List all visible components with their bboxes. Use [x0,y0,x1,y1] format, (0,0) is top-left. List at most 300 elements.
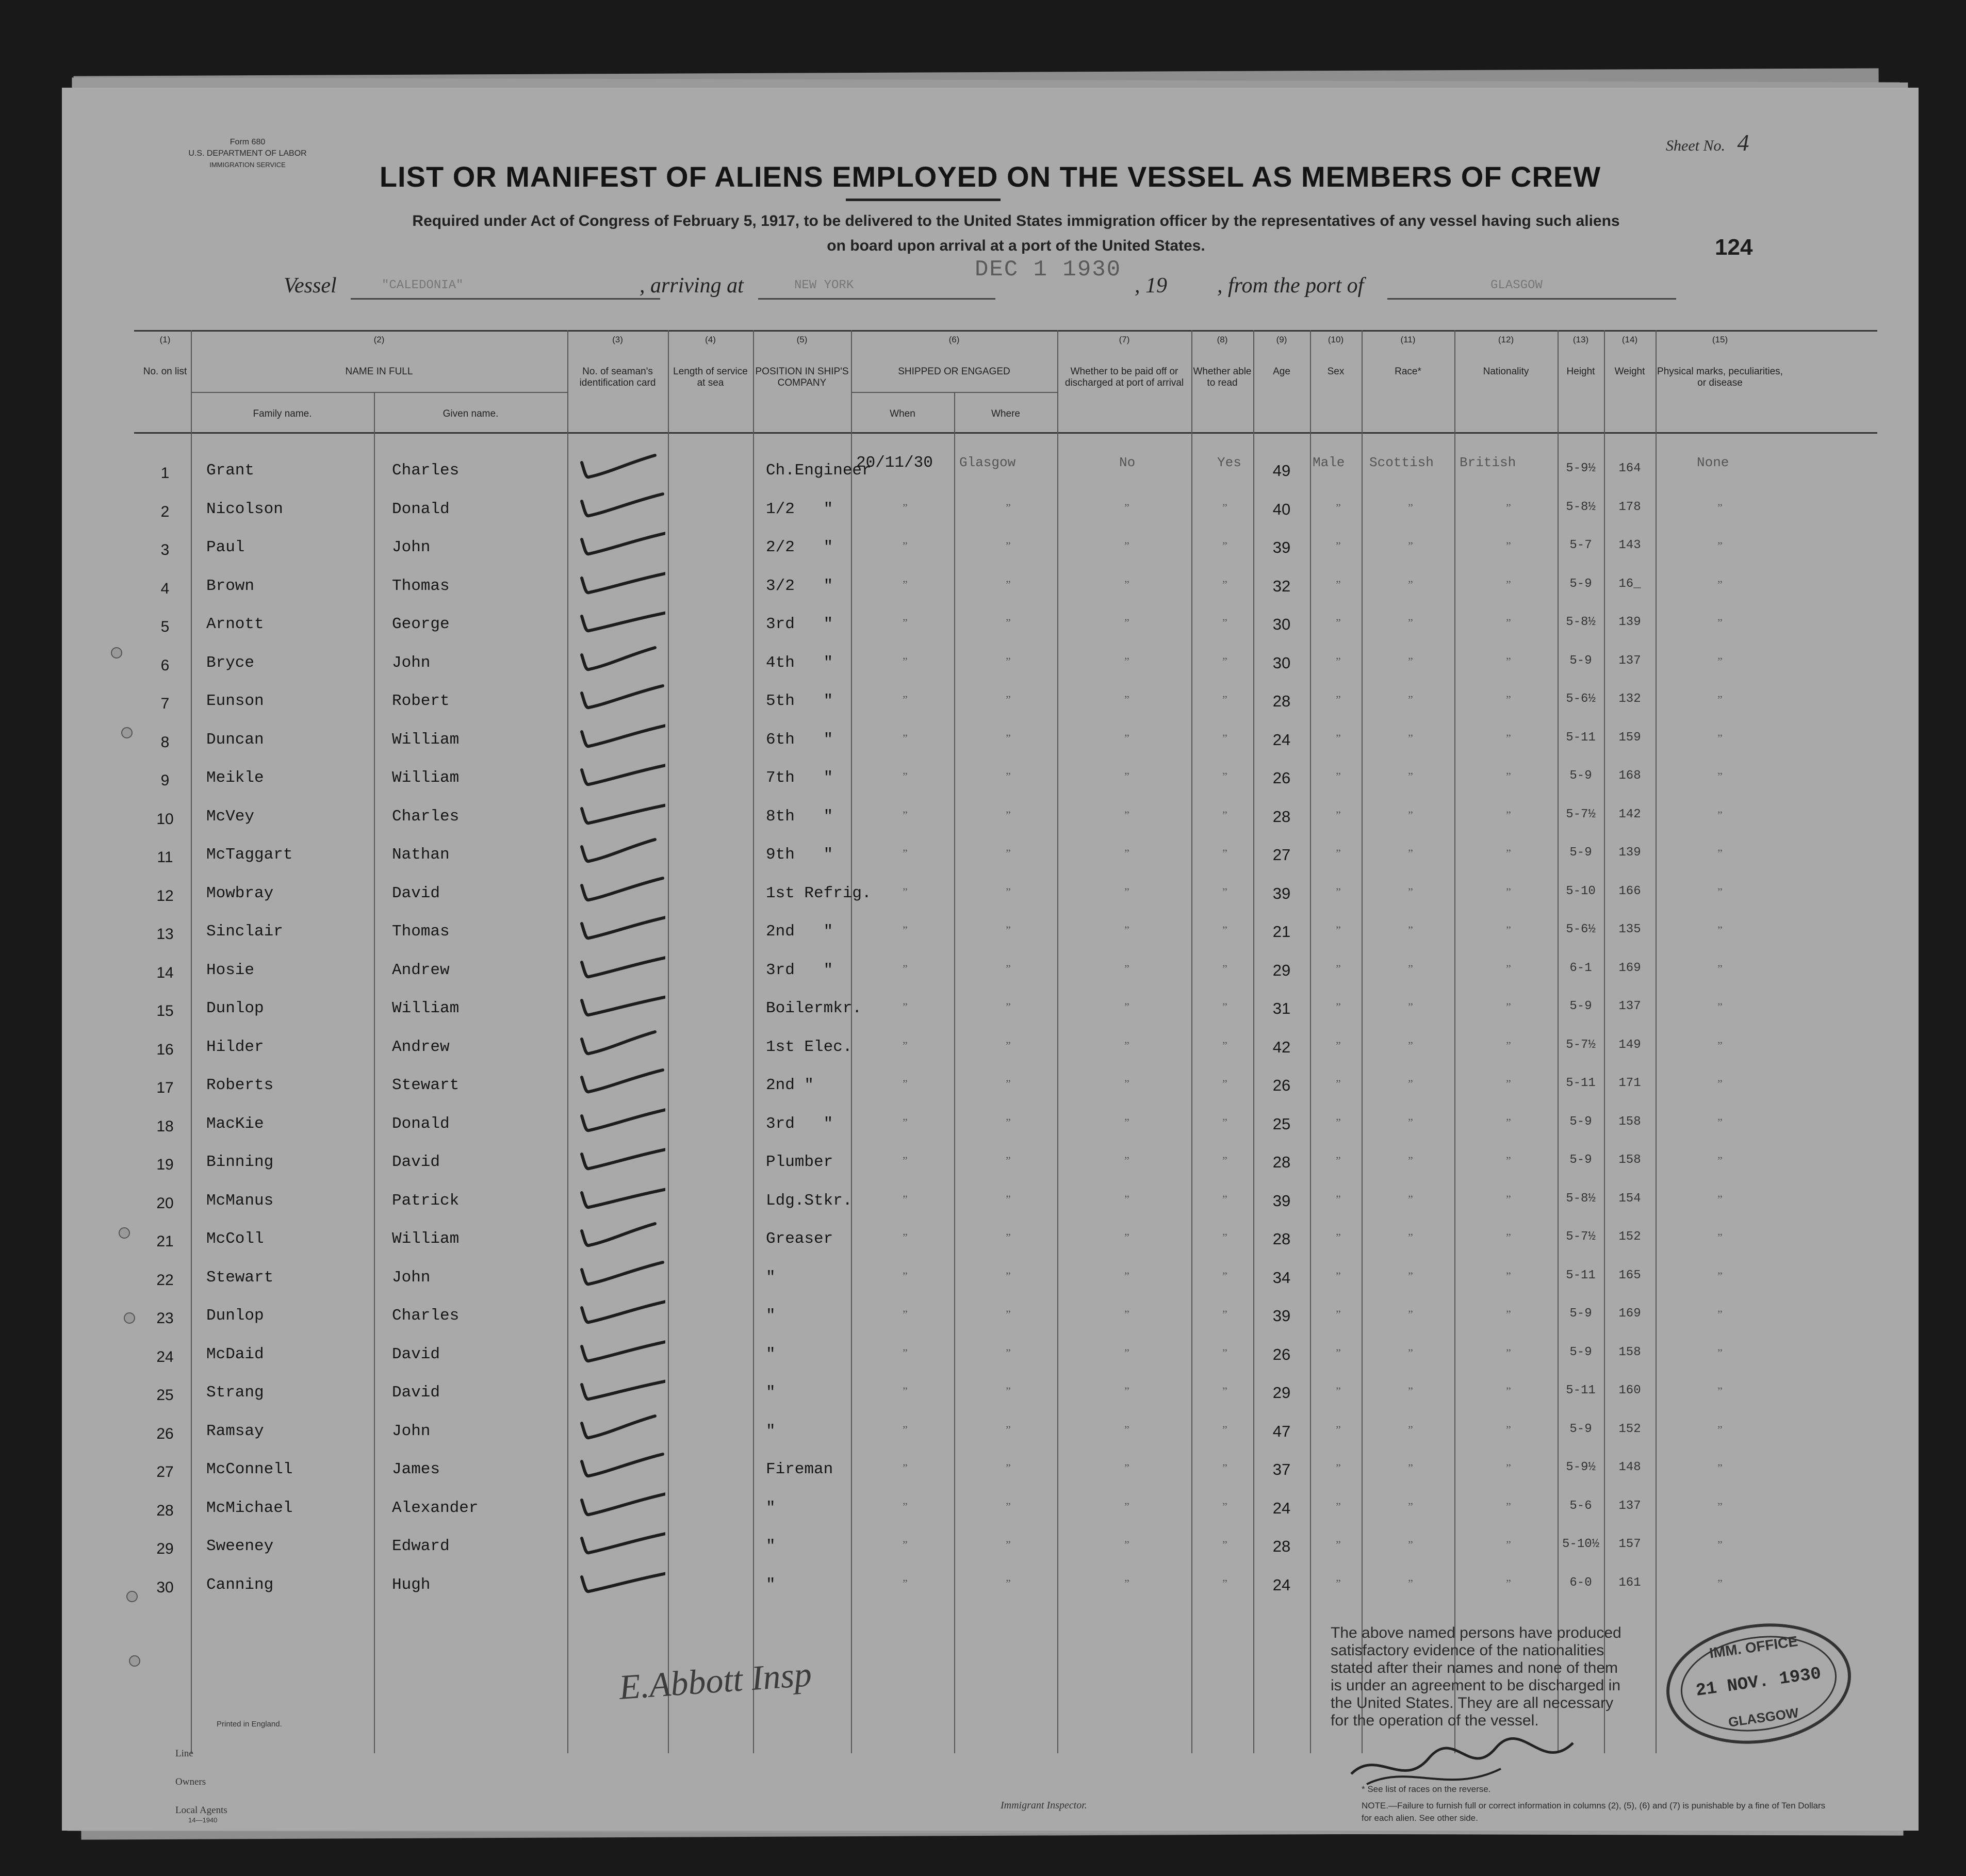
ditto-mark: ” [1506,1192,1511,1206]
age: 21 [1272,923,1291,941]
check-mark-icon [578,952,665,983]
ditto-mark: ” [1408,1423,1413,1436]
age: 39 [1272,1191,1291,1210]
crew-rows [62,88,1919,1831]
ditto-mark: ” [1006,1154,1011,1167]
weight: 168 [1618,769,1641,783]
age: 28 [1272,1230,1291,1248]
ditto-mark: ” [1006,616,1011,629]
ditto-mark: ” [1717,616,1723,629]
ditto-mark: ” [1124,1385,1129,1397]
weight: 169 [1618,1307,1641,1321]
position: 3/2 " [766,577,833,595]
ditto-mark: ” [1408,885,1413,898]
ditto-mark: ” [1336,1423,1341,1436]
ditto-mark: ” [1717,1538,1723,1551]
statement-line: for the operation of the vessel. [1331,1712,1539,1729]
height: 6-1 [1569,961,1592,975]
row-number: 27 [156,1463,174,1480]
ditto-mark: ” [1124,1500,1129,1513]
ditto-mark: ” [1408,1115,1413,1129]
column-number: (5) [796,335,808,344]
check-mark-icon [578,798,665,829]
row-number: 17 [156,1079,174,1096]
age: 24 [1272,1499,1291,1517]
ditto-mark: ” [1006,1346,1011,1359]
ditto-mark: ” [903,693,908,706]
given-name: James [392,1460,440,1478]
column-header-weight: Weight [1614,366,1645,377]
ditto-mark: ” [1336,1269,1341,1282]
check-mark-icon [578,568,665,599]
position: 1st Refrig. [766,884,872,902]
age: 39 [1272,1307,1291,1325]
given-name: Andrew [392,1038,450,1056]
column-header-nationality: Nationality [1483,366,1529,377]
ditto-mark: ” [1124,808,1129,821]
statement-block [1331,1624,1702,1730]
row-number: 20 [156,1194,174,1212]
position: 6th " [766,730,833,749]
check-mark-icon [578,836,665,867]
ditto-mark: ” [903,1231,908,1244]
ditto-mark: ” [1717,924,1723,936]
row-number: 21 [156,1233,174,1250]
height: 5-9 [1569,769,1592,783]
height: 6-0 [1569,1575,1592,1590]
ditto-mark: ” [1222,1385,1227,1397]
family-name: McTaggart [206,846,293,864]
ditto-mark: ” [1506,1308,1511,1321]
family-name: Arnott [206,615,264,633]
statement-line: The above named persons have produced [1331,1624,1621,1641]
family-name: Strang [206,1384,264,1402]
ditto-mark: ” [1222,1000,1227,1013]
ditto-mark: ” [1222,1423,1227,1436]
ditto-mark: ” [1336,1308,1341,1321]
ditto-mark: ” [1006,501,1011,514]
column-header-name: NAME IN FULL [345,366,413,377]
family-name: Meikle [206,769,264,787]
stamp-top-text: IMM. OFFICE [1708,1633,1799,1661]
height: 5-11 [1566,1268,1596,1282]
paid-off-value: No [1119,455,1136,470]
weight: 160 [1618,1384,1641,1397]
ditto-mark: ” [903,1423,908,1436]
age: 26 [1272,769,1291,787]
height: 5-9 [1569,999,1592,1013]
ditto-mark: ” [1336,578,1341,591]
ditto-mark: ” [1124,1461,1129,1474]
age: 29 [1272,1384,1291,1402]
position: Fireman [766,1460,833,1478]
ditto-mark: ” [903,539,908,552]
height: 5-6 [1569,1499,1592,1513]
ditto-mark: ” [903,1385,908,1397]
local-agents-label: Local Agents [175,1805,227,1816]
weight: 132 [1618,692,1641,706]
family-name: Paul [206,538,245,556]
ditto-mark: ” [1336,1385,1341,1397]
ditto-mark: ” [1408,501,1413,514]
family-name: Mowbray [206,884,274,902]
height: 5-11 [1566,1076,1596,1090]
column-header-paid-off: Whether to be paid off or discharged at port of arrival [1064,366,1184,388]
ditto-mark: ” [1336,1192,1341,1206]
ditto-mark: ” [1124,1115,1129,1129]
height: 5-9 [1569,653,1592,668]
ditto-mark: ” [903,1308,908,1321]
ditto-mark: ” [1336,1115,1341,1129]
ditto-mark: ” [1006,1308,1011,1321]
row-number: 13 [156,926,174,943]
age: 30 [1272,615,1291,633]
height: 5-6½ [1566,692,1596,706]
given-name: Donald [392,500,450,518]
row-number: 3 [160,541,170,558]
ditto-mark: ” [1222,731,1227,745]
ditto-mark: ” [903,731,908,745]
ditto-mark: ” [1336,1500,1341,1513]
position: 3rd " [766,1114,833,1133]
height: 5-9 [1569,846,1592,860]
ditto-mark: ” [1006,1423,1011,1436]
ditto-mark: ” [1222,1192,1227,1206]
family-name: Dunlop [206,999,264,1017]
ditto-mark: ” [1408,1308,1413,1321]
able-to-read-value: Yes [1217,455,1241,470]
ditto-mark: ” [1408,962,1413,975]
ditto-mark: ” [1717,1115,1723,1129]
family-name: McMichael [206,1499,293,1517]
position: 9th " [766,846,833,864]
weight: 158 [1618,1114,1641,1129]
ditto-mark: ” [903,1154,908,1167]
check-mark-icon [578,683,665,714]
ditto-mark: ” [1717,1385,1723,1397]
height: 5-11 [1566,1384,1596,1397]
row-number: 26 [156,1425,174,1442]
ditto-mark: ” [1336,924,1341,936]
given-name: David [392,1384,440,1402]
weight: 157 [1618,1537,1641,1551]
ditto-mark: ” [1222,924,1227,936]
ditto-mark: ” [1506,1346,1511,1359]
weight: 142 [1618,807,1641,821]
ditto-mark: ” [1506,1154,1511,1167]
ditto-mark: ” [1006,1000,1011,1013]
column-header-no: No. on list [143,366,187,377]
check-mark-icon [578,491,665,522]
ditto-mark: ” [1222,1269,1227,1282]
ditto-mark: ” [1222,1500,1227,1513]
age: 24 [1272,1575,1291,1594]
penalty-note: NOTE.—Failure to furnish full or correct information in columns (2), (5), (6) and (7) is punishable by a fine of Ten Dollars for each alien. See other side. [1362,1801,1826,1823]
position: 7th " [766,769,833,787]
check-mark-icon [578,1029,665,1060]
ditto-mark: ” [903,808,908,821]
column-header-position: POSITION IN SHIP'S COMPANY [755,366,849,388]
row-number: 1 [160,465,170,482]
ditto-mark: ” [1336,1154,1341,1167]
position: " [766,1499,776,1517]
ditto-mark: ” [1222,808,1227,821]
ditto-mark: ” [1506,1500,1511,1513]
check-mark-icon [578,875,665,906]
given-name: Charles [392,1307,460,1325]
ditto-mark: ” [1006,885,1011,898]
column-header-sex: Sex [1327,366,1345,377]
ditto-mark: ” [1222,1077,1227,1090]
ditto-mark: ” [1506,924,1511,936]
height: 5-7 [1569,538,1592,552]
ditto-mark: ” [1506,808,1511,821]
ditto-mark: ” [1336,1538,1341,1551]
given-name: John [392,538,431,556]
ditto-mark: ” [1006,1538,1011,1551]
family-name: Canning [206,1575,274,1594]
weight: 137 [1618,1499,1641,1513]
ditto-mark: ” [1336,1000,1341,1013]
ditto-mark: ” [1717,501,1723,514]
physical-marks-value: None [1697,455,1729,470]
column-number: (3) [612,335,623,344]
ditto-mark: ” [1717,539,1723,552]
department-name: U.S. DEPARTMENT OF LABOR [188,149,307,158]
column-number: (8) [1217,335,1228,344]
ditto-mark: ” [903,847,908,860]
column-number: (9) [1276,335,1287,344]
ditto-mark: ” [1717,1308,1723,1321]
ditto-mark: ” [1408,1154,1413,1167]
ditto-mark: ” [1506,501,1511,514]
position: " [766,1345,776,1363]
ditto-mark: ” [1336,1346,1341,1359]
statement-line: is under an agreement to be discharged in [1331,1677,1621,1694]
subtitle-line-1: Required under Act of Congress of February 5, 1917, to be delivered to the United States immigration officer by the representatives of any vessel having such aliens [412,212,1620,229]
height: 5-7½ [1566,807,1596,821]
ditto-mark: ” [1124,1423,1129,1436]
column-header-shipped: SHIPPED OR ENGAGED [898,366,1010,377]
row-number: 9 [160,772,170,789]
given-name: Charles [392,807,460,826]
row-number: 4 [160,580,170,597]
ditto-mark: ” [1506,1461,1511,1474]
ditto-mark: ” [1336,847,1341,860]
column-number: (14) [1621,335,1638,344]
ditto-mark: ” [1222,1346,1227,1359]
ditto-mark: ” [1408,1461,1413,1474]
ditto-mark: ” [1506,1423,1511,1436]
given-name: David [392,1153,440,1171]
ditto-mark: ” [1336,616,1341,629]
age: 40 [1272,500,1291,518]
ditto-mark: ” [1124,1154,1129,1167]
column-header-length-service: Length of service at sea [673,366,748,388]
column-number: (12) [1498,335,1514,344]
family-name: Sinclair [206,923,283,941]
row-number: 22 [156,1271,174,1289]
family-name: Dunlop [206,1307,264,1325]
ditto-mark: ” [903,1346,908,1359]
family-name: MacKie [206,1114,264,1133]
position: Ldg.Stkr. [766,1191,853,1210]
column-number: (7) [1119,335,1130,344]
ditto-mark: ” [1124,539,1129,552]
position: 8th " [766,807,833,826]
ditto-mark: ” [1336,962,1341,975]
given-name: Stewart [392,1076,460,1094]
weight: 152 [1618,1230,1641,1244]
ditto-mark: ” [1222,1576,1227,1590]
ditto-mark: ” [903,654,908,668]
ditto-mark: ” [1124,1308,1129,1321]
position: 1st Elec. [766,1038,853,1056]
weight: 178 [1618,500,1641,514]
check-mark-icon [578,1259,665,1290]
ditto-mark: ” [1006,1231,1011,1244]
ditto-mark: ” [1006,847,1011,860]
ditto-mark: ” [1717,731,1723,745]
ditto-mark: ” [1506,539,1511,552]
age: 26 [1272,1076,1291,1094]
ditto-mark: ” [1006,1269,1011,1282]
ditto-mark: ” [1506,1115,1511,1129]
ditto-mark: ” [1006,1077,1011,1090]
document-title: LIST OR MANIFEST OF ALIENS EMPLOYED ON THE VESSEL AS MEMBERS OF CREW [379,160,1601,193]
ditto-mark: ” [903,1039,908,1052]
ditto-mark: ” [1006,539,1011,552]
ditto-mark: ” [903,962,908,975]
ditto-mark: ” [1124,1077,1129,1090]
ditto-mark: ” [1717,1192,1723,1206]
given-name: Alexander [392,1499,479,1517]
position: 3rd " [766,961,833,979]
position: 4th " [766,653,833,672]
ditto-mark: ” [903,885,908,898]
weight: 148 [1618,1460,1641,1474]
column-number: (10) [1328,335,1344,344]
ditto-mark: ” [1124,885,1129,898]
position: 3rd " [766,615,833,633]
position: 5th " [766,692,833,710]
row-number: 6 [160,656,170,674]
ditto-mark: ” [1222,770,1227,783]
ditto-mark: ” [1006,693,1011,706]
check-mark-icon [578,1490,665,1521]
weight: 158 [1618,1345,1641,1359]
ditto-mark: ” [1006,1115,1011,1129]
ditto-mark: ” [1222,962,1227,975]
ditto-mark: ” [903,1538,908,1551]
weight: 154 [1618,1191,1641,1206]
ditto-mark: ” [1717,1231,1723,1244]
position: " [766,1422,776,1440]
ditto-mark: ” [1408,1039,1413,1052]
ditto-mark: ” [1336,1039,1341,1052]
row-number: 24 [156,1348,174,1365]
ditto-mark: ” [1408,616,1413,629]
ditto-mark: ” [1222,1308,1227,1321]
check-mark-icon [578,990,665,1021]
ditto-mark: ” [1506,654,1511,668]
family-name: Hosie [206,961,255,979]
ditto-mark: ” [1336,501,1341,514]
age: 28 [1272,692,1291,710]
ditto-mark: ” [1408,1000,1413,1013]
age: 29 [1272,961,1291,979]
year-label: , 19 [1135,274,1167,298]
ditto-mark: ” [1124,616,1129,629]
inspector-signature: E.Abbott Insp [617,1654,813,1707]
given-name: Donald [392,1114,450,1133]
ditto-mark: ” [1006,770,1011,783]
ditto-mark: ” [1124,693,1129,706]
height: 5-7½ [1566,1230,1596,1244]
check-mark-icon [578,1451,665,1482]
ditto-mark: ” [1408,1576,1413,1590]
check-mark-icon [578,1221,665,1252]
weight: 149 [1618,1038,1641,1052]
weight: 169 [1618,961,1641,975]
family-name: Bryce [206,653,255,672]
ditto-mark: ” [1408,1385,1413,1397]
ditto-mark: ” [1408,1269,1413,1282]
ditto-mark: ” [1717,847,1723,860]
manifest-number: 124 [1715,235,1753,260]
ditto-mark: ” [1006,1039,1011,1052]
row-number: 2 [160,503,170,520]
ditto-mark: ” [1717,1039,1723,1052]
ditto-mark: ” [1124,1039,1129,1052]
given-name: Thomas [392,923,450,941]
ditto-mark: ” [1506,693,1511,706]
given-name: John [392,1422,431,1440]
ditto-mark: ” [1506,1000,1511,1013]
ditto-mark: ” [1006,808,1011,821]
ditto-mark: ” [1222,1461,1227,1474]
ditto-mark: ” [1717,962,1723,975]
statement-line: satisfactory evidence of the nationalities [1331,1642,1604,1659]
ditto-mark: ” [903,578,908,591]
ditto-mark: ” [903,501,908,514]
ditto-mark: ” [1717,1000,1723,1013]
age: 34 [1272,1268,1291,1287]
column-number: (1) [159,335,171,344]
family-name: Hilder [206,1038,264,1056]
ditto-mark: ” [1222,1154,1227,1167]
ditto-mark: ” [903,924,908,936]
given-name: John [392,1268,431,1287]
column-number: (13) [1572,335,1589,344]
ditto-mark: ” [1408,924,1413,936]
column-header-id-card: No. of seaman's identification card [579,366,656,388]
stamp-date: 21 NOV. 1930 [1694,1664,1823,1701]
ditto-mark: ” [1222,501,1227,514]
row-number: 12 [156,887,174,904]
ditto-mark: ” [903,616,908,629]
column-header-given: Given name. [443,408,499,419]
ditto-mark: ” [1506,885,1511,898]
ditto-mark: ” [1222,1115,1227,1129]
column-number: (4) [705,335,716,344]
ditto-mark: ” [903,1269,908,1282]
ditto-mark: ” [1124,1269,1129,1282]
from-port-label: , from the port of [1217,274,1364,298]
race-value: Scottish [1369,455,1434,470]
vessel-label: Vessel [284,274,337,298]
ditto-mark: ” [1222,1039,1227,1052]
